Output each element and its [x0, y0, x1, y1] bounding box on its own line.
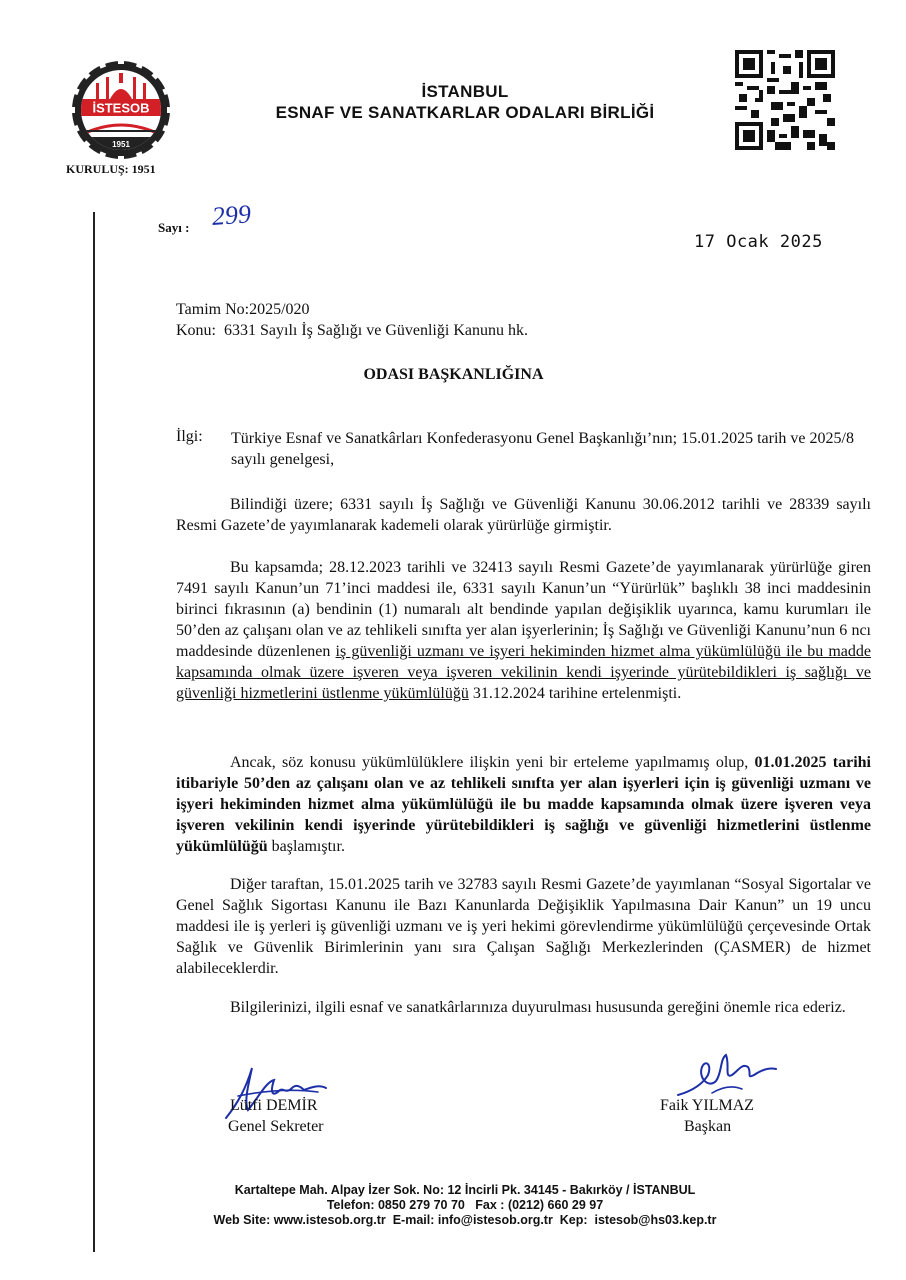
- footer-address: Kartaltepe Mah. Alpay İzer Sok. No: 12 İncirli Pk. 34145 - Bakırköy / İSTANBUL: [234, 1183, 696, 1197]
- footer-phone: Telefon: 0850 279 70 70 Fax : (0212) 660 29 97: [326, 1198, 604, 1212]
- qr-code-icon: [735, 50, 835, 150]
- founded-label: KURULUŞ: 1951: [66, 162, 156, 176]
- org-city: İSTANBUL: [421, 82, 509, 101]
- signatory-right-name: Faik YILMAZ: [660, 1097, 755, 1114]
- logo-year: 1951: [112, 140, 130, 149]
- paragraph-2-end: 31.12.2024 tarihine ertelenmişti.: [468, 685, 682, 702]
- paragraph-3-bold: 01.01.2025 tarihi itibariyle 50’den az çalışanı olan ve az tehlikeli sınıfta yer alan işyerleri için iş güvenliği uzmanı ve işyeri hekiminden hizmet alma yükümlülüğü ile bu madde kapsamında olmak üzere işveren veya işveren vekilinin kendi işyerinde yürütebildikleri iş sağlığı ve güvenliği hizmetlerini üstlenme yükümlülüğü: [176, 754, 872, 855]
- istesob-logo: [66, 55, 176, 165]
- paragraph-4: Diğer taraftan, 15.01.2025 tarih ve 32783 sayılı Resmi Gazete’de yayımlanan “Sosyal Sigortalar ve Genel Sağlık Sigortası Kanunu ile Bazı Kanunlarda Değişiklik Yapılmasına Dair Kanun” un 19 uncu maddesi ile iş yerleri iş güvenliği uzmanı ve iş yeri hekimi görevlendirme yükümlülüğü çerçevesinde Ortak Sağlık ve Güvenlik Birimlerinin yanı sıra Çalışan Sağlığı Merkezlerinden (ÇASMER) de hizmet alabileceklerdir.: [176, 876, 871, 977]
- margin-line: [93, 212, 95, 1252]
- sayi-number: 299: [210, 199, 252, 231]
- tamim-number: Tamim No:2025/020: [176, 301, 310, 318]
- ilgi-label: İlgi:: [176, 428, 203, 445]
- paragraph-1: Bilindiği üzere; 6331 sayılı İş Sağlığı ve Güvenliği Kanunu 30.06.2012 tarihli ve 28339 sayılı Resmi Gazete’de yayımlanarak kademeli olarak yürürlüğe girmiştir.: [176, 496, 871, 534]
- org-name: ESNAF VE SANATKARLAR ODALARI BİRLİĞİ: [275, 103, 655, 122]
- logo-text: İSTESOB: [92, 100, 150, 116]
- paragraph-2-text: Bu kapsamda; 28.12.2023 tarihli ve 32413 sayılı Resmi Gazete’de yayımlanarak yürürlüğe giren 7491 sayılı Kanun’un 71’inci maddesi ile, 6331 sayılı Kanun’un “Yürürlük” başlıklı 38 inci maddesinin birinci fıkrasının (a) bendinin (1) numaralı alt bendinde yapılan değişiklik uyarınca, kamu kurumları ile 50’den az çalışanı olan ve az tehlikeli sınıfta yer alan işyerlerinin; İş Sağlığı ve Güvenliği Kanunu’nun 6 ncı maddesinde düzenlenen: [176, 559, 871, 660]
- signatory-right-title: Başkan: [684, 1118, 732, 1135]
- subject: Konu: 6331 Sayılı İş Sağlığı ve Güvenliği Kanunu hk.: [176, 322, 528, 339]
- paragraph-5: Bilgilerinizi, ilgili esnaf ve sanatkârlarınıza duyurulması hususunda gereğini önemle rica ederiz.: [230, 999, 846, 1016]
- footer-web: Web Site: www.istesob.org.tr E-mail: info@istesob.org.tr Kep: istesob@hs03.kep.tr: [213, 1213, 717, 1227]
- sayi-label: Sayı :: [158, 220, 190, 235]
- paragraph-3-end: başlamıştır.: [267, 838, 345, 855]
- signatory-left-title: Genel Sekreter: [228, 1118, 324, 1135]
- ilgi-text: Türkiye Esnaf ve Sanatkârları Konfederasyonu Genel Başkanlığı’nın; 15.01.2025 tarih ve 2025/8 sayılı genelgesi,: [231, 430, 854, 468]
- paragraph-3-text: Ancak, söz konusu yükümlülüklere ilişkin yeni bir erteleme yapılmamış olup,: [230, 754, 755, 771]
- paragraph-2: [176, 557, 871, 704]
- paragraph-2-underlined: iş güvenliği uzmanı ve işyeri hekiminden hizmet alma yükümlülüğü ile bu madde kapsamında olmak üzere işveren veya işveren vekilinin kendi işyerinde yürütebildikleri iş sağlığı ve güvenliği hizmetlerini üstlenme yükümlülüğü: [176, 643, 872, 702]
- paragraph-3: [176, 752, 871, 857]
- signatory-left-name: Lütfi DEMİR: [230, 1097, 318, 1114]
- date-stamp: 17 Ocak 2025: [694, 232, 823, 252]
- recipient-heading: ODASI BAŞKANLIĞINA: [363, 366, 544, 383]
